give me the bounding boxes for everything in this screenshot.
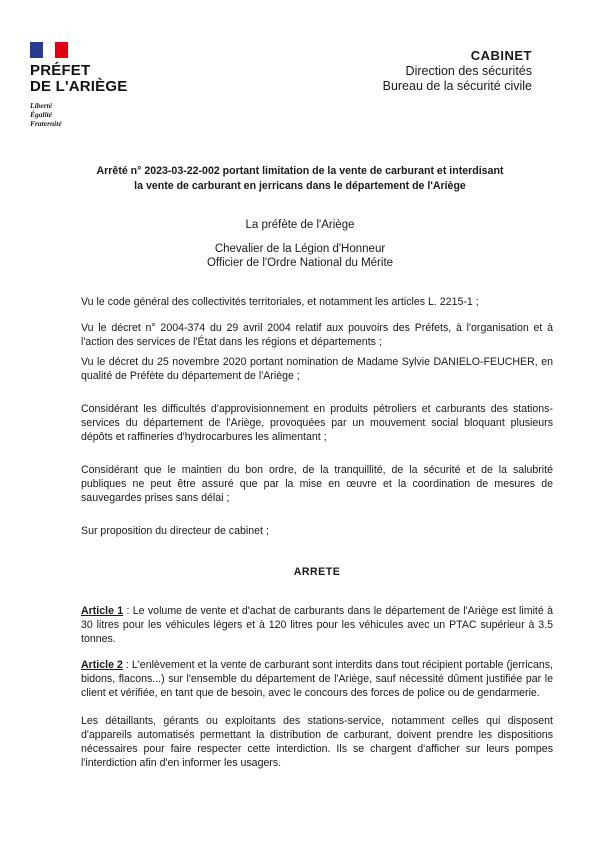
recital-public-order: Considérant que le maintien du bon ordre, de la tranquillité, de la sécurité et de la salubrité publiques ne peut être assuré que par la mise en œuvre et la coordination de mesures de sauvegardes prises sans délai ; [81,464,553,504]
recital-decree-2004: Vu le décret n° 2004-374 du 29 avril 2004 relatif aux pouvoirs des Préfets, à l'organisation et à l'action des services de l'État dans les régions et départements ; [81,322,553,348]
decree-body [81,295,553,770]
article-1-text: : Le volume de vente et d'achat de carburants dans le département de l'Ariège est limité à 30 litres pour les véhicules légers et à 120 litres pour les véhicules avec un PTAC supérieur à 3.5 tonnes. [81,605,553,645]
french-flag-icon [30,42,68,58]
logo-line-2: DE L'ARIÈGE [30,78,128,95]
decree-title [70,164,530,194]
prefect-honor-2: Officier de l'Ordre National du Mérite [206,257,394,269]
article-2-text: : L'enlèvement et la vente de carburant sont interdits dans tout récipient portable (jerricans, bidons, flacons...) sur l'ensemble du département de l'Ariège, sauf nécessité dûment justifiée par le client et vérifiée, en tant que de besoin, avec le concours des forces de police ou de gendarmerie. [81,659,553,699]
motto-fraternite: Fraternité [30,119,62,128]
cabinet-label: CABINET [470,48,532,63]
direction-label: Direction des sécurités [405,64,532,78]
bureau-label: Bureau de la sécurité civile [382,79,532,93]
republic-motto [30,101,150,128]
article-2 [81,658,553,700]
prefect-block [150,218,450,270]
logo-line-1: PRÉFET [30,62,91,79]
title-line-2: la vente de carburant en jerricans dans le département de l'Ariège [134,180,466,192]
prefect-honor-1: Chevalier de la Légion d'Honneur [214,243,386,255]
motto-egalite: Égalité [30,110,53,119]
arrete-heading: ARRETE [293,566,341,578]
recital-proposal: Sur proposition du directeur de cabinet ; [81,525,269,537]
article-1-label: Article 1 [81,605,124,617]
closing-paragraph: Les détaillants, gérants ou exploitants des stations-service, notamment celles qui disposent d'appareils automatisés permettant la distribution de carburant, doivent prendre les dispositions nécessaires pour faire respecter cette interdiction. Ils se chargent d'afficher sur leurs pompes l'interdiction afin d'en informer les usagers. [81,715,553,769]
title-line-1: Arrêté n° 2023-03-22-002 portant limitation de la vente de carburant et interdisant [96,165,504,177]
recital-code: Vu le code général des collectivités territoriales, et notamment les articles L. 2215-1 ; [81,296,479,308]
article-2-label: Article 2 [81,659,123,671]
issuing-office-header [383,48,532,94]
motto-liberte: Liberté [30,101,53,110]
recital-supply: Considérant les difficultés d'approvisionnement en produits pétroliers et carburants des stations-services du département de l'Ariège, provoquées par un mouvement social bloquant plusieurs dépôts et raffineries d'hydrocarbures les alimentant ; [81,403,553,443]
prefect-name: La préfète de l'Ariège [245,219,355,231]
prefecture-logo [30,42,150,128]
article-1 [81,604,553,646]
recital-nomination: Vu le décret du 25 novembre 2020 portant nomination de Madame Sylvie DANIELO-FEUCHER, en qualité de Préfète du département de l'Ariège ; [81,356,553,382]
